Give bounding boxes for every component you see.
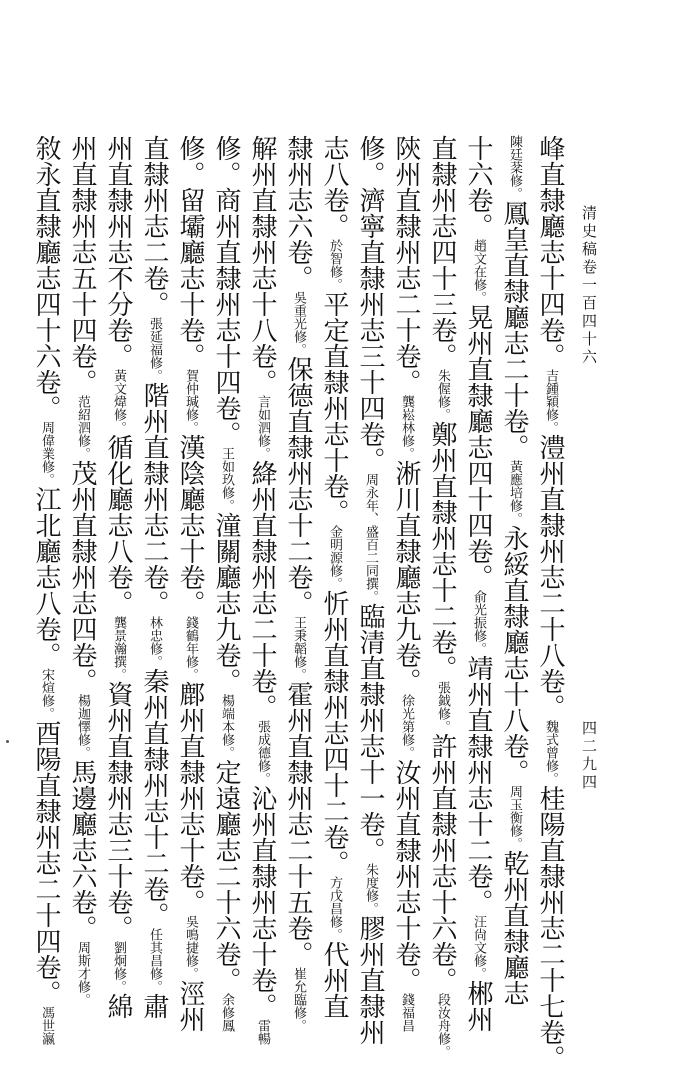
author-note: 段汝舟修。: [435, 993, 450, 1058]
gazetteer-title: 循化廳志八卷。: [103, 434, 133, 616]
gazetteer-title: 直隸州志四十三卷。: [427, 135, 457, 369]
author-note: 趙文在修。: [471, 239, 486, 304]
gazetteer-title: 鳳皇直隸廳志二十卷。: [499, 200, 529, 460]
author-note: 黃應培修。: [507, 460, 522, 525]
gazetteer-title: 酉陽直隸州志二十四卷。: [31, 720, 61, 1006]
author-note: 龔景瀚撰。: [111, 616, 126, 681]
gazetteer-title: 濟寧直隸州志三十四卷。: [355, 187, 385, 473]
gazetteer-title: 霍州直隸州志二十五卷。: [283, 681, 313, 967]
author-note: 魏式曾修。: [543, 720, 558, 785]
gazetteer-title: 潼關廳志九卷。: [211, 512, 241, 694]
author-note: 楊端本修。: [219, 694, 234, 759]
gazetteer-title: 晃州直隸廳志四十四卷。: [463, 304, 493, 590]
text-column: [100, 135, 136, 1019]
text-column: [496, 135, 532, 1006]
gazetteer-title: 許州直隸州志十六卷。: [427, 733, 457, 993]
author-note: 徐光第修。: [399, 694, 414, 759]
author-note: 朱度修。: [363, 863, 378, 915]
gazetteer-title: 階州直隸州志二卷。: [139, 382, 169, 616]
text-column: [388, 135, 424, 1032]
gazetteer-title: 絳州直隸州志二十卷。: [247, 460, 277, 720]
author-note: 張延福修。: [147, 317, 162, 382]
author-note: 雷暢: [255, 1019, 270, 1045]
text-column: [136, 135, 172, 1019]
author-note: 王如玖修。: [219, 447, 234, 512]
text-column: [28, 135, 64, 1045]
text-column: [172, 135, 208, 1032]
author-note: 於智修。: [327, 239, 342, 291]
gazetteer-title: 鄭州直隸州志十二卷。: [427, 421, 457, 681]
gazetteer-title: 桂陽直隸州志二十七卷。: [535, 785, 565, 1071]
author-note: 汪尙文修。: [471, 915, 486, 980]
author-note: 林忠修。: [147, 616, 162, 668]
gazetteer-title: 修。: [175, 135, 205, 187]
gazetteer-title: 直隸州志二卷。: [139, 135, 169, 317]
gazetteer-title: 修。: [355, 135, 385, 187]
author-note: 王秉韜修。: [291, 616, 306, 681]
author-note: 范紹泗修。: [75, 395, 90, 460]
author-note: 崔允臨修。: [291, 967, 306, 1032]
gazetteer-title: 敘永直隸廳志四十六卷。: [31, 135, 61, 421]
gazetteer-title: 代州直: [319, 941, 349, 1019]
text-column: [532, 135, 568, 1071]
author-note: 周偉業修。: [39, 421, 54, 486]
text-column: [244, 135, 280, 1045]
text-column: [64, 135, 100, 1006]
gazetteer-title: 定遠廳志二十六卷。: [211, 759, 241, 993]
author-note: 錢鶴年修。: [183, 616, 198, 681]
gazetteer-title: 馬邊廳志六卷。: [67, 759, 97, 941]
gazetteer-title: 乾州直隸廳志: [499, 850, 529, 1006]
gazetteer-title: 志八卷。: [319, 135, 349, 239]
gazetteer-title: 十六卷。: [463, 135, 493, 239]
text-column: [460, 135, 496, 1032]
author-note: 周永年、盛百二同撰。: [363, 473, 378, 603]
gazetteer-title: 修。: [211, 135, 241, 187]
author-note: 陳廷棻修。: [507, 135, 522, 200]
margin-speck: [6, 740, 9, 743]
gazetteer-title: 郴州: [463, 980, 493, 1032]
author-note: 周斯才修。: [75, 941, 90, 1006]
text-column: [424, 135, 460, 1058]
gazetteer-title: 州直隸州志不分卷。: [103, 135, 133, 369]
author-note: 賀仲瑊修。: [183, 369, 198, 434]
gazetteer-title: 平定直隸州志十卷。: [319, 291, 349, 525]
gazetteer-title: 汝州直隸州志十卷。: [391, 759, 421, 993]
author-note: 任其昌修。: [147, 928, 162, 993]
author-note: 朱偓修。: [435, 369, 450, 421]
gazetteer-title: 肅: [139, 993, 169, 1019]
author-note: 張鉞修。: [435, 681, 450, 733]
gazetteer-title: 陝州直隸州志二十卷。: [391, 135, 421, 395]
gazetteer-title: 留壩廳志十卷。: [175, 187, 205, 369]
gazetteer-title: 永綏直隸廳志十八卷。: [499, 525, 529, 785]
gazetteer-title: 茂州直隸州志四卷。: [67, 460, 97, 694]
gazetteer-title: 臨清直隸州志十一卷。: [355, 603, 385, 863]
author-note: 周玉衡修。: [507, 785, 522, 850]
gazetteer-title: 膠州直隸州: [355, 915, 385, 1045]
gazetteer-title: 商州直隸州志十四卷。: [211, 187, 241, 447]
gazetteer-title: 淅川直隸廳志九卷。: [391, 460, 421, 694]
gazetteer-title: 資州直隸州志三十卷。: [103, 681, 133, 941]
gazetteer-title: 沁州直隸州志十卷。: [247, 785, 277, 1019]
gazetteer-title: 解州直隸州志十八卷。: [247, 135, 277, 395]
text-column: [280, 135, 316, 1032]
text-column: [352, 135, 388, 1045]
gazetteer-title: 靖州直隸州志十二卷。: [463, 655, 493, 915]
author-note: 劉炯修。: [111, 941, 126, 993]
gazetteer-title: 隸州志六卷。: [283, 135, 313, 291]
page-number: 四二九四: [580, 720, 598, 792]
text-column: [316, 135, 352, 1019]
author-note: 俞光振修。: [471, 590, 486, 655]
gazetteer-title: 漢陰廳志十卷。: [175, 434, 205, 616]
gazetteer-title: 忻州直隸州志四十二卷。: [319, 590, 349, 876]
author-note: 龔崧林修。: [399, 395, 414, 460]
body-text: [31, 135, 568, 1071]
author-note: 金明源修。: [327, 525, 342, 590]
author-note: 馮世瀛: [39, 1006, 54, 1045]
text-column: [208, 135, 244, 1032]
gazetteer-title: 綿: [103, 993, 133, 1019]
gazetteer-title: 涇州: [175, 980, 205, 1032]
gazetteer-title: 江北廳志八卷。: [31, 486, 61, 668]
author-note: 吉鍾穎修。: [543, 369, 558, 434]
author-note: 錢福昌: [399, 993, 414, 1032]
author-note: 黃文煒修。: [111, 369, 126, 434]
author-note: 楊迦懌修。: [75, 694, 90, 759]
author-note: 方戊昌修。: [327, 876, 342, 941]
gazetteer-title: 鄜州直隸州志十卷。: [175, 681, 205, 915]
running-head: 清史稿卷一百四十六: [580, 205, 598, 367]
author-note: 言如泗修。: [255, 395, 270, 460]
gazetteer-title: 州直隸州志五十四卷。: [67, 135, 97, 395]
author-note: 余修鳳: [219, 993, 234, 1032]
author-note: 吳鳴捷修。: [183, 915, 198, 980]
gazetteer-title: 峰直隸廳志十四卷。: [535, 135, 565, 369]
author-note: 張成德修。: [255, 720, 270, 785]
gazetteer-title: 秦州直隸州志十二卷。: [139, 668, 169, 928]
gazetteer-title: 保德直隸州志十二卷。: [283, 356, 313, 616]
gazetteer-title: 澧州直隸州志二十八卷。: [535, 434, 565, 720]
author-note: 宋煊修。: [39, 668, 54, 720]
author-note: 吳重光修。: [291, 291, 306, 356]
